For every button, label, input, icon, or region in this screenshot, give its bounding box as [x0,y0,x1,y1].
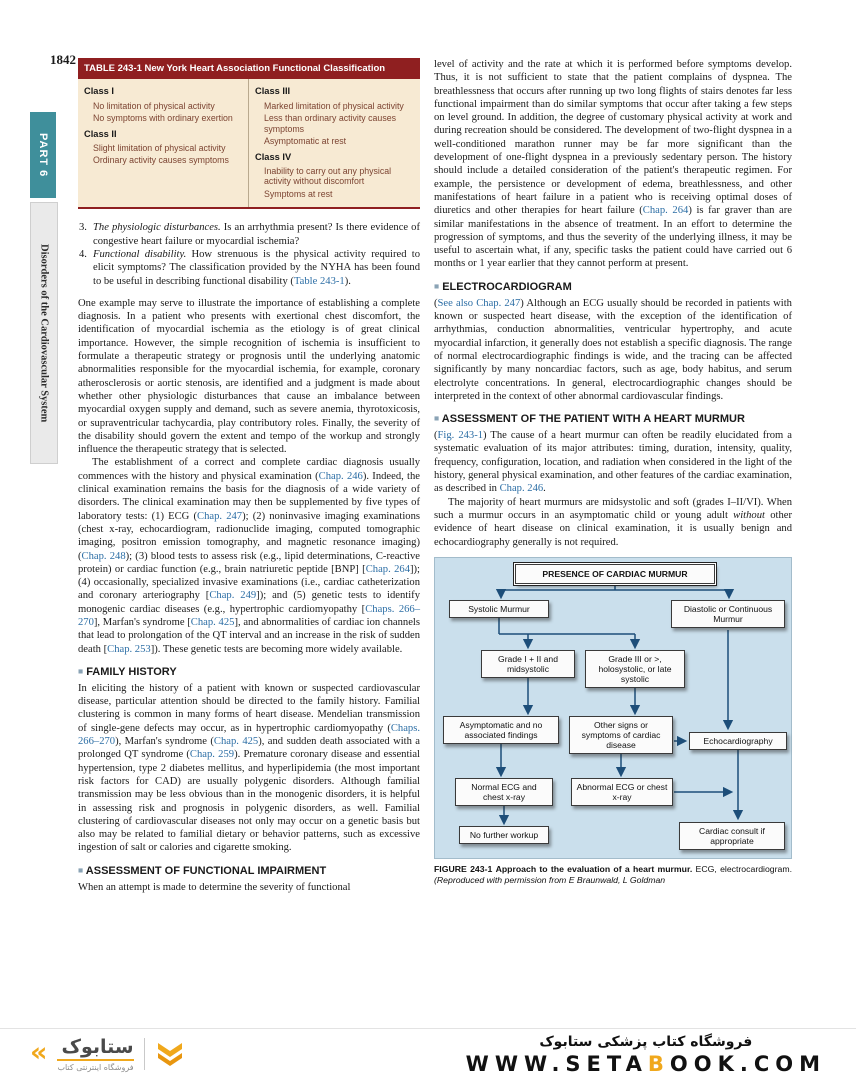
chapter-link: Chap. 264 [365,563,410,575]
chapter-link: Chap. 425 [190,617,235,628]
table-title: TABLE 243-1 New York Heart Association Functional Classification [78,58,420,79]
page-content [78,58,792,894]
section-marker-icon: ■ [434,413,440,424]
section-heading: ■ ELECTROCARDIOGRAM [434,280,572,293]
part-tab: PART 6 [30,112,56,198]
chapter-link: Chaps. 266–270 [78,603,421,628]
flow-node-abnormal-ecg: Abnormal ECG or chest x-ray [571,778,673,806]
list-number: 3. [79,222,87,234]
brand-subtitle: فروشگاه اینترنتی کتاب [57,1059,133,1072]
setabook-chevron-emblem-icon [155,1041,185,1067]
table-class-label: Class II [84,128,117,139]
section-heading: ■ ASSESSMENT OF THE PATIENT WITH A HEART MURMUR [434,413,745,426]
chapter-link: Chap. 248 [81,550,126,562]
footer-logo [30,1037,185,1072]
chapter-link: Chap. 246 [499,483,544,495]
chapter-link: Table 243-1 [293,275,345,287]
table-class-label: Class I [84,86,114,97]
figure-caption-label: FIGURE 243-1 [434,863,493,874]
table-body [78,79,420,207]
flow-node-echocardiography: Echocardiography [689,732,787,750]
table-item: Inability to carry out any physical activity without discomfort [264,165,392,187]
store-url [466,1052,826,1076]
footer-watermark [0,1028,856,1080]
brand-name: ستابوک [61,1036,134,1059]
list-number: 4. [79,248,87,260]
flow-node-cardiac-consult: Cardiac consult if appropriate [679,822,785,850]
table-item: No limitation of physical activity [93,100,215,111]
table-item: Slight limitation of physical activity [93,142,226,153]
paragraph: In eliciting the history of a patient with known or suspected cardiovascular disease, particular attention should be directed to the family history. Familial clustering is common in many forms of heart disease. Mendelian transmission of single-gene defects may occur, as in hypertrophic cardiomyopathy (Chaps. 266–270), Marfan's syndrome (Chap. 425), and sudden death associated with a prolonged QT syndrome (Chap. 259). Premature coronary disease and essential hypertension, type 2 diabetes mellitus, and hyperlipidemia (the most important risk factors for CAD) are usually polygenic disorders. Although familial transmission may be less obvious than in the monogenic disorders, it is helpful in assessing risk and prognosis in polygenic disorders, as well. Familial clustering of cardiovascular diseases not only may occur on a genetic basis but also may be related to familial dietary or behavior patterns, such as excessive ingestion of salt or calories and cigarette smoking. [78,682,421,854]
right-column [434,58,792,894]
chapter-link: Chap. 247 [197,510,243,522]
flow-node-asymptomatic: Asymptomatic and no associated findings [443,716,559,744]
figure-caption-text: Approach to the evaluation of a heart murmur. ECG, electrocardiogram. (Reproduced with permission from E Braunwald, L Goldman [434,863,793,885]
url-segment: OOK.COM [669,1051,826,1076]
chapter-link: Chap. 264 [642,205,689,217]
store-title: فروشگاه کتاب پزشکی ستابوک [539,1033,753,1050]
chapter-link: Chap. 253 [107,643,151,655]
page-number: 1842 [50,52,76,67]
flow-node-presence-of-cardiac-murmur: PRESENCE OF CARDIAC MURMUR [515,564,715,584]
paragraph: (Fig. 243-1) The cause of a heart murmur can often be readily elucidated from a systematic evaluation of its major attributes: timing, duration, intensity, quality, frequency, configuration, location, and radiation when considered in the light of the history, general physical examination, and other features of the cardiac examination, as described in Chap. 246. [434,430,792,495]
brand-block [57,1037,133,1072]
paragraph: level of activity and the rate at which it is performed before symptoms develop. Thus, it is not sufficient to state that the patient complains of dyspnea. The breathlessness that occurs after running up two long flights of stairs denotes far less functional impairment than do similar symptoms that occur after taking a few steps on level ground. In addition, the degree of customary physical activity at work and during recreation should be considered. The development of two-flight dyspnea in a well-conditioned marathon runner may be far more significant than the development of one-flight dyspnea in a previously sedentary person. The history should include a detailed consideration of the patient's therapeutic regimen. For example, the persistence or development of edema, breathlessness, and other manifestations of heart failure in a patient who is receiving optimal doses of diuretics and other therapies for heart failure (Chap. 264) is far graver than are similar manifestations in the absence of treatment. In an effort to determine the progression of symptoms, and thus the severity of the underlying illness, it may be useful to ascertain what, if any, specific tasks the patient could have carried out 6 months or 1 year earlier that they cannot perform at present. [434,59,792,270]
footer-divider [144,1038,145,1070]
table-item: Symptoms at rest [264,188,333,199]
left-column-text [78,221,420,894]
setabook-guillemet-icon: « [30,1036,48,1068]
flow-node-other-signs: Other signs or symptoms of cardiac disease [569,716,673,754]
chapter-link: Chap. 246 [318,470,363,482]
table-class-label: Class IV [255,151,292,162]
figure-243-1 [434,557,792,886]
paragraph: The majority of heart murmurs are midsystolic and soft (grades I–II/VI). When such a murmur occurs in an asymptomatic child or young adult without other evidence of heart disease on clinical examination, it is usually benign and echocardiography generally is not required. [434,496,793,548]
paragraph: The establishment of a correct and complete cardiac diagnosis usually commences with the history and physical examination (Chap. 246). Indeed, the clinical examination remains the basis for the diagnosis of a wide variety of disorders. The clinical examination may then be supplemented by five types of laboratory tests: (1) ECG (Chap. 247); (2) noninvasive imaging examinations (chest x-ray, echocardiogram, radionuclide imaging, computed tomographic imaging, positron emission tomography, and magnetic resonance imaging) (Chap. 248); (3) blood tests to assess risk (e.g., lipid determinations, C-reactive protein) or cardiac function (e.g., brain natriuretic peptide [BNP] [Chap. 264]); (4) occasionally, specialized invasive examinations (i.e., cardiac catheterization and coronary arteriography [Chap. 249]); and (5) genetic tests to identify monogenic cardiac diseases (e.g., hypertrophic cardiomyopathy [Chaps. 266–270], Marfan's syndrome [Chap. 425], and abnormalities of cardiac ion channels that lead to prolongation of the QT interval and an increase in the risk of sudden death [Chap. 253]). These genetic tests are becoming more widely available. [78,457,421,655]
figure-caption [434,864,792,886]
flow-node-grade-3-holosystolic: Grade III or >, holosystolic, or late systolic [585,650,685,688]
section-marker-icon: ■ [78,665,84,676]
paragraph: When an attempt is made to determine the severity of functional [78,881,351,893]
flow-node-no-further-workup: No further workup [459,826,549,844]
list-item: 3. The physiologic disturbances. Is an arrhythmia present? Is there evidence of congestive heart failure or myocardial ischemia? [79,222,420,247]
url-segment: WWW.SETA [465,1051,648,1076]
section-marker-icon: ■ [434,280,440,291]
table-243-1 [78,58,420,209]
left-column [78,58,420,894]
table-item: Less than ordinary activity causes symptoms [264,113,397,134]
chapter-link: Fig. 243-1 [437,430,484,442]
flow-node-systolic-murmur: Systolic Murmur [449,600,549,618]
flow-node-normal-ecg: Normal ECG and chest x-ray [455,778,553,806]
flow-node-diastolic-continuous: Diastolic or Continuous Murmur [671,600,785,628]
section-spine-title: Disorders of the Cardiovascular System [30,202,58,464]
chapter-link: Chap. 249 [209,590,257,602]
section-heading: ■ ASSESSMENT OF FUNCTIONAL IMPAIRMENT [78,864,327,877]
paragraph: One example may serve to illustrate the importance of establishing a complete diagnosis. In a patient who presents with exertional chest discomfort, the identification of myocardial ischemia as the etiology is of great clinical importance. However, the simple recognition of ischemia is insufficient to formulate a therapeutic strategy or prognosis until the underlying anatomic abnormalities responsible for the myocardial ischemia, for example, coronary atherosclerosis or aortic stenosis, are identified and a judgment is made about whether other physiologic disturbances that cause an imbalance between myocardial oxygen supply and demand, such as severe anemia, thyrotoxicosis, or supraventricular tachycardia, play contributory roles. Finally, the severity of the disability should govern the extent and tempo of the workup and strongly influence the therapeutic strategy that is selected. [78,297,420,456]
chapter-link: Chap. 425 [213,736,259,748]
chapter-link: Chaps. 266–270 [78,722,420,748]
table-item: Marked limitation of physical activity [264,100,404,111]
table-item: Ordinary activity causes symptoms [93,155,229,166]
flowchart [434,557,792,859]
table-column-right [249,79,420,207]
chapter-link: See also Chap. 247 [437,297,521,309]
table-item: No symptoms with ordinary exertion [93,113,233,124]
section-heading: ■ FAMILY HISTORY [78,665,177,678]
table-item: Asymptomatic at rest [264,136,347,147]
table-class-label: Class III [255,86,291,97]
table-column-left [78,79,249,207]
list-item: 4. Functional disability. How strenuous is the physical activity required to elicit symptoms? The classification provided by the NYHA has been found to be useful in describing functional disability (Table 243-1). [79,248,420,287]
section-marker-icon: ■ [78,864,84,875]
footer-store-info [466,1034,826,1076]
flow-node-grade-1-2-midsystolic: Grade I + II and midsystolic [481,650,575,678]
paragraph: (See also Chap. 247) Although an ECG usually should be recorded in patients with known or suspected heart disease, with the exception of the identification of arrhythmias, conduction abnormalities, ventricular hypertrophy, and acute myocardial infarction, it generally does not establish a specific diagnosis. The range of normal electrocardiographic findings is wide, and the tracing can be affected significantly by many noncardiac factors, such as age, body habitus, and serum electrolyte concentrations. In general, electrocardiographic changes should be interpreted in the context of other abnormal cardiovascular findings. [434,297,792,402]
chapter-link: Chap. 259 [189,749,235,761]
url-segment: B [647,1051,670,1076]
right-column-text [434,58,792,549]
